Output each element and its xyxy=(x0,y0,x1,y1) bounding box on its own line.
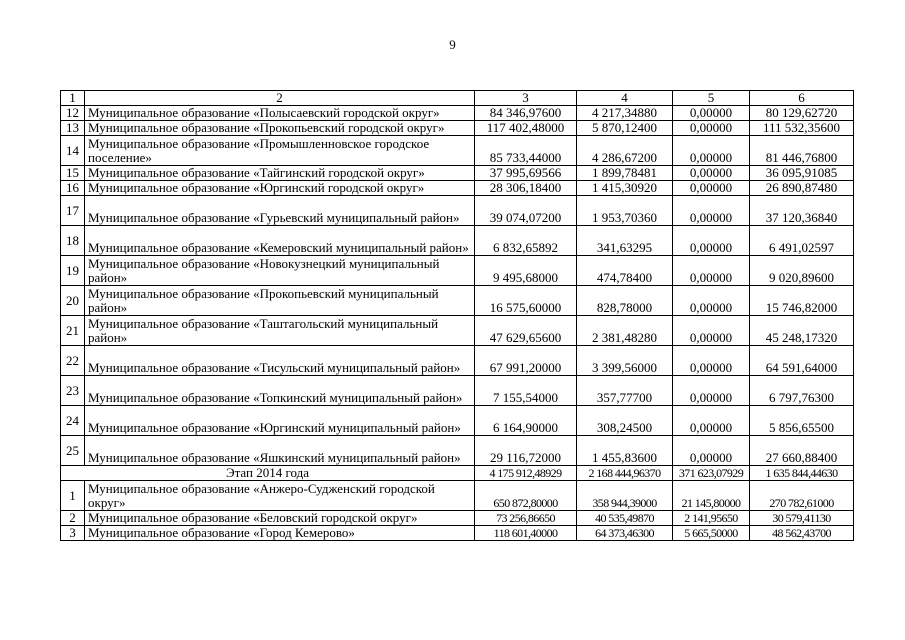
municipality-name: Муниципальное образование «Анжеро-Судженский городской округ» xyxy=(85,481,475,511)
stage-total-col5: 371 623,07929 xyxy=(673,466,750,481)
municipality-name: Муниципальное образование «Промышленновское городское поселение» xyxy=(85,136,475,166)
value-col4: 474,78400 xyxy=(577,256,673,286)
row-number: 14 xyxy=(61,136,85,166)
row-number: 23 xyxy=(61,376,85,406)
row-number: 17 xyxy=(61,196,85,226)
value-col4: 40 535,49870 xyxy=(577,511,673,526)
value-col6: 80 129,62720 xyxy=(750,106,854,121)
value-col6: 5 856,65500 xyxy=(750,406,854,436)
table-row xyxy=(61,406,854,436)
row-number: 22 xyxy=(61,346,85,376)
row-number: 3 xyxy=(61,526,85,541)
row-number: 13 xyxy=(61,121,85,136)
stage-total-col6: 1 635 844,44630 xyxy=(750,466,854,481)
table-row xyxy=(61,166,854,181)
value-col5: 0,00000 xyxy=(673,106,750,121)
value-col5: 0,00000 xyxy=(673,166,750,181)
row-number: 12 xyxy=(61,106,85,121)
page-number: 9 xyxy=(449,37,456,52)
value-col3: 6 832,65892 xyxy=(475,226,577,256)
municipality-name: Муниципальное образование «Прокопьевский муниципальный район» xyxy=(85,286,475,316)
row-number: 16 xyxy=(61,181,85,196)
value-col6: 64 591,64000 xyxy=(750,346,854,376)
row-number: 18 xyxy=(61,226,85,256)
municipality-name: Муниципальное образование «Тайгинский городской округ» xyxy=(85,166,475,181)
value-col6: 111 532,35600 xyxy=(750,121,854,136)
table-row xyxy=(61,286,854,316)
header-cell: 1 xyxy=(61,91,85,106)
header-cell: 4 xyxy=(577,91,673,106)
municipality-name: Муниципальное образование «Кемеровский муниципальный район» xyxy=(85,226,475,256)
municipality-name: Муниципальное образование «Новокузнецкий муниципальный район» xyxy=(85,256,475,286)
table-row xyxy=(61,121,854,136)
table-row xyxy=(61,346,854,376)
table-row xyxy=(61,526,854,541)
value-col4: 308,24500 xyxy=(577,406,673,436)
municipality-name: Муниципальное образование «Юргинский муниципальный район» xyxy=(85,406,475,436)
value-col5: 0,00000 xyxy=(673,121,750,136)
row-number: 21 xyxy=(61,316,85,346)
value-col5: 0,00000 xyxy=(673,406,750,436)
table-row xyxy=(61,196,854,226)
municipality-name: Муниципальное образование «Яшкинский муниципальный район» xyxy=(85,436,475,466)
table-row xyxy=(61,226,854,256)
header-cell: 3 xyxy=(475,91,577,106)
table-row xyxy=(61,436,854,466)
table-row xyxy=(61,106,854,121)
table-row xyxy=(61,181,854,196)
municipality-name: Муниципальное образование «Юргинский городской округ» xyxy=(85,181,475,196)
value-col3: 84 346,97600 xyxy=(475,106,577,121)
data-table xyxy=(60,90,854,541)
value-col5: 0,00000 xyxy=(673,376,750,406)
value-col3: 650 872,80000 xyxy=(475,481,577,511)
value-col3: 37 995,69566 xyxy=(475,166,577,181)
table-row xyxy=(61,511,854,526)
value-col5: 0,00000 xyxy=(673,346,750,376)
municipality-name: Муниципальное образование «Прокопьевский городской округ» xyxy=(85,121,475,136)
value-col3: 67 991,20000 xyxy=(475,346,577,376)
value-col3: 47 629,65600 xyxy=(475,316,577,346)
municipality-name: Муниципальное образование «Гурьевский муниципальный район» xyxy=(85,196,475,226)
value-col3: 85 733,44000 xyxy=(475,136,577,166)
value-col3: 9 495,68000 xyxy=(475,256,577,286)
value-col4: 4 217,34880 xyxy=(577,106,673,121)
header-cell: 5 xyxy=(673,91,750,106)
value-col4: 64 373,46300 xyxy=(577,526,673,541)
value-col3: 6 164,90000 xyxy=(475,406,577,436)
value-col6: 270 782,61000 xyxy=(750,481,854,511)
value-col5: 0,00000 xyxy=(673,196,750,226)
value-col6: 6 797,76300 xyxy=(750,376,854,406)
value-col6: 26 890,87480 xyxy=(750,181,854,196)
value-col6: 81 446,76800 xyxy=(750,136,854,166)
header-cell: 6 xyxy=(750,91,854,106)
value-col4: 1 415,30920 xyxy=(577,181,673,196)
value-col5: 0,00000 xyxy=(673,286,750,316)
value-col4: 2 381,48280 xyxy=(577,316,673,346)
row-number: 1 xyxy=(61,481,85,511)
value-col6: 15 746,82000 xyxy=(750,286,854,316)
value-col4: 5 870,12400 xyxy=(577,121,673,136)
row-number: 2 xyxy=(61,511,85,526)
value-col3: 118 601,40000 xyxy=(475,526,577,541)
value-col3: 28 306,18400 xyxy=(475,181,577,196)
value-col4: 1 455,83600 xyxy=(577,436,673,466)
value-col5: 2 141,95650 xyxy=(673,511,750,526)
value-col3: 117 402,48000 xyxy=(475,121,577,136)
value-col5: 5 665,50000 xyxy=(673,526,750,541)
value-col4: 828,78000 xyxy=(577,286,673,316)
table-row xyxy=(61,136,854,166)
stage-total-col3: 4 175 912,48929 xyxy=(475,466,577,481)
table-row xyxy=(61,316,854,346)
value-col5: 0,00000 xyxy=(673,436,750,466)
value-col6: 37 120,36840 xyxy=(750,196,854,226)
table-row xyxy=(61,481,854,511)
municipality-name: Муниципальное образование «Полысаевский городской округ» xyxy=(85,106,475,121)
municipality-name: Муниципальное образование «Таштагольский муниципальный район» xyxy=(85,316,475,346)
value-col5: 0,00000 xyxy=(673,256,750,286)
value-col6: 9 020,89600 xyxy=(750,256,854,286)
value-col3: 16 575,60000 xyxy=(475,286,577,316)
value-col4: 4 286,67200 xyxy=(577,136,673,166)
value-col4: 358 944,39000 xyxy=(577,481,673,511)
municipality-name: Муниципальное образование «Город Кемерово» xyxy=(85,526,475,541)
value-col6: 30 579,41130 xyxy=(750,511,854,526)
municipality-name: Муниципальное образование «Топкинский муниципальный район» xyxy=(85,376,475,406)
value-col3: 73 256,86650 xyxy=(475,511,577,526)
table-row xyxy=(61,256,854,286)
header-cell: 2 xyxy=(85,91,475,106)
stage-total-row xyxy=(61,466,854,481)
value-col4: 357,77700 xyxy=(577,376,673,406)
stage-total-col4: 2 168 444,96370 xyxy=(577,466,673,481)
row-number: 19 xyxy=(61,256,85,286)
value-col5: 21 145,80000 xyxy=(673,481,750,511)
value-col3: 39 074,07200 xyxy=(475,196,577,226)
value-col4: 1 953,70360 xyxy=(577,196,673,226)
value-col5: 0,00000 xyxy=(673,181,750,196)
municipality-name: Муниципальное образование «Тисульский муниципальный район» xyxy=(85,346,475,376)
value-col3: 29 116,72000 xyxy=(475,436,577,466)
value-col4: 1 899,78481 xyxy=(577,166,673,181)
stage-label: Этап 2014 года xyxy=(61,466,475,481)
value-col5: 0,00000 xyxy=(673,226,750,256)
row-number: 20 xyxy=(61,286,85,316)
row-number: 24 xyxy=(61,406,85,436)
value-col6: 48 562,43700 xyxy=(750,526,854,541)
table-header-row xyxy=(61,91,854,106)
value-col3: 7 155,54000 xyxy=(475,376,577,406)
value-col4: 3 399,56000 xyxy=(577,346,673,376)
value-col6: 27 660,88400 xyxy=(750,436,854,466)
row-number: 25 xyxy=(61,436,85,466)
value-col6: 45 248,17320 xyxy=(750,316,854,346)
row-number: 15 xyxy=(61,166,85,181)
municipality-name: Муниципальное образование «Беловский городской округ» xyxy=(85,511,475,526)
table-row xyxy=(61,376,854,406)
value-col5: 0,00000 xyxy=(673,316,750,346)
value-col5: 0,00000 xyxy=(673,136,750,166)
value-col4: 341,63295 xyxy=(577,226,673,256)
value-col6: 6 491,02597 xyxy=(750,226,854,256)
value-col6: 36 095,91085 xyxy=(750,166,854,181)
